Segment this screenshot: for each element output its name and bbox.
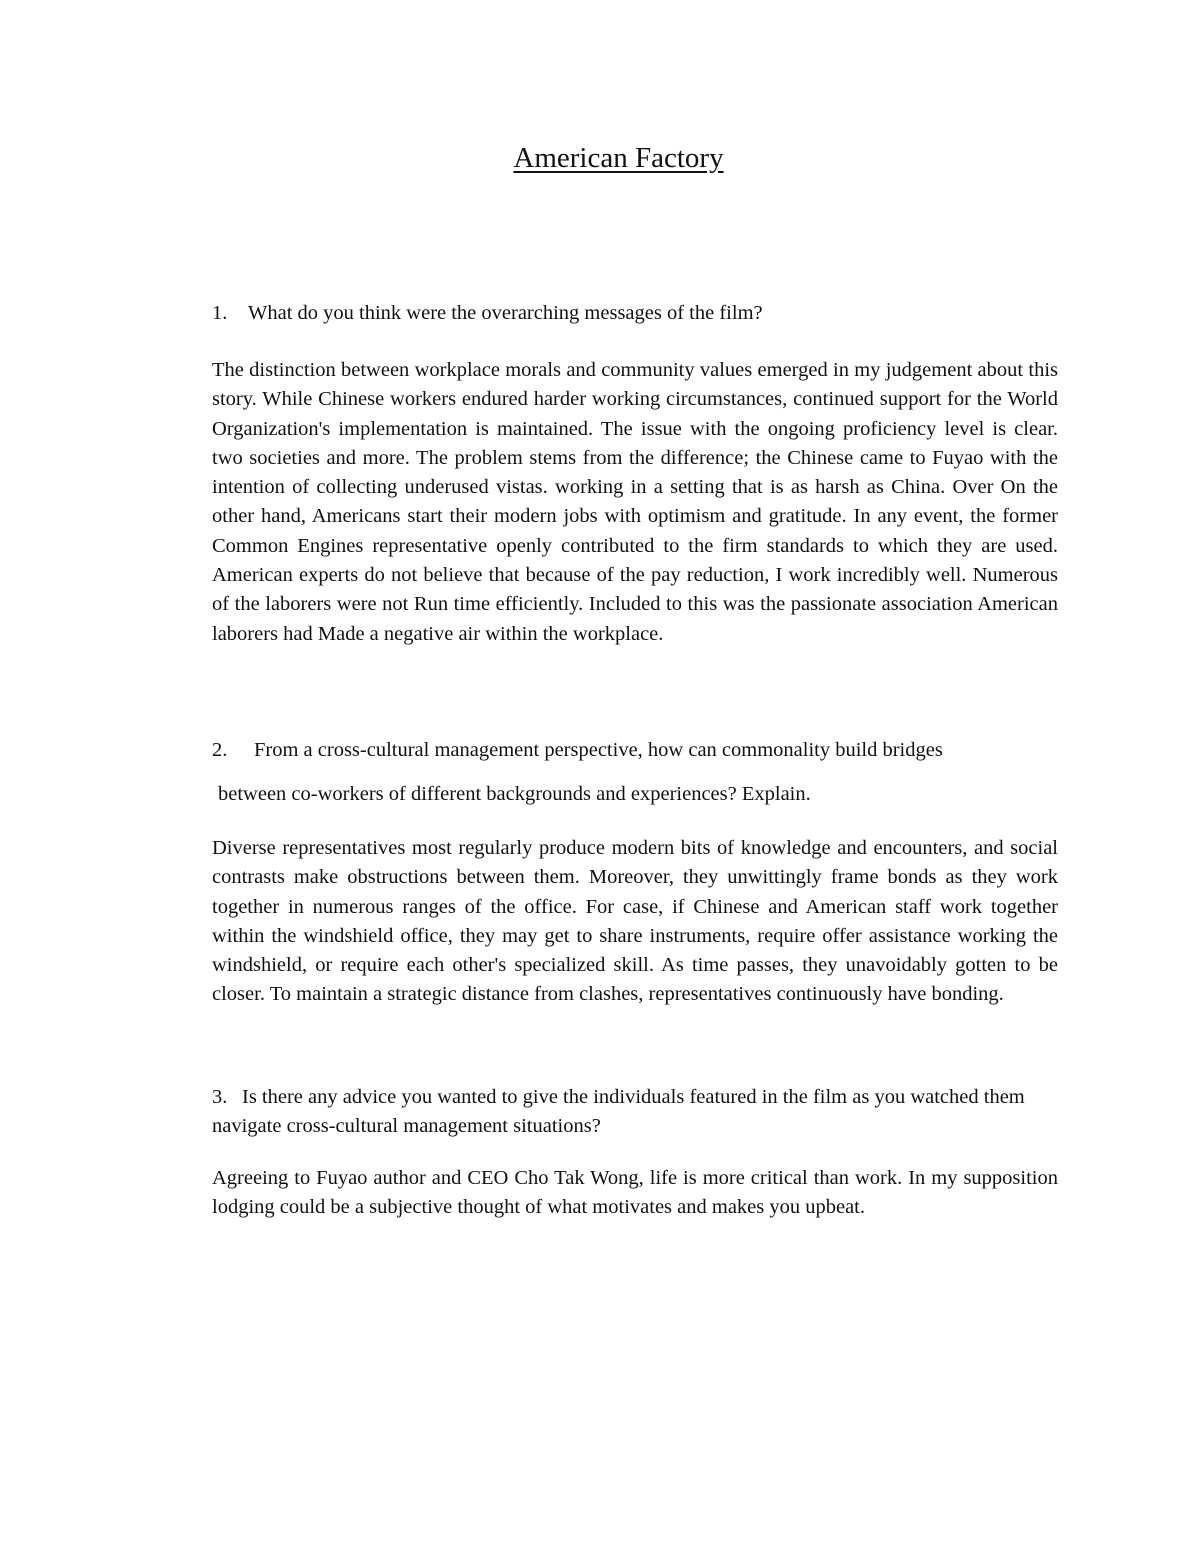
question-1-number: 1. (212, 302, 228, 324)
question-3 (212, 1083, 1058, 1141)
question-2-continued: between co-workers of different backgrounds and experiences? Explain. (218, 783, 811, 805)
document-title: American Factory (513, 142, 724, 174)
question-3-number: 3. (212, 1086, 228, 1108)
question-2 (212, 736, 1058, 765)
question-1-text: What do you think were the overarching messages of the film? (248, 302, 763, 324)
question-1 (212, 299, 1058, 328)
answer-2: Diverse representatives most regularly produce modern bits of knowledge and encounters, and social contrasts make obstructions between them. Moreover, they unwittingly frame bonds as they work together in numerous ranges of the office. For case, if Chinese and American staff work together within the windshield office, they may get to share instruments, require offer assistance working the windshield, or require each other's specialized skill. As time passes, they unavoidably gotten to be closer. To maintain a strategic distance from clashes, representatives continuously have bonding. (212, 837, 1058, 1006)
answer-1: The distinction between workplace morals and community values emerged in my judgement about this story. While Chinese workers endured harder working circumstances, continued support for the World Organization's implementation is maintained. The issue with the ongoing proficiency level is clear. two societies and more. The problem stems from the difference; the Chinese came to Fuyao with the intention of collecting underused vistas. working in a setting that is as harsh as China. Over On the other hand, Americans start their modern jobs with optimism and gratitude. In any event, the former Common Engines representative openly contributed to the firm standards to which they are used. American experts do not believe that because of the pay reduction, I work incredibly well. Numerous of the laborers were not Run time efficiently. Included to this was the passionate association American laborers had Made a negative air within the workplace. (212, 359, 1058, 645)
question-2-text: From a cross-cultural management perspective, how can commonality build bridges (254, 739, 943, 761)
question-3-text: Is there any advice you wanted to give the individuals featured in the film as you watched them navigate cross-cultural management situations? (212, 1086, 1025, 1137)
answer-3: Agreeing to Fuyao author and CEO Cho Tak Wong, life is more critical than work. In my supposition lodging could be a subjective thought of what motivates and makes you upbeat. (212, 1167, 1058, 1219)
question-2-number: 2. (212, 739, 228, 761)
